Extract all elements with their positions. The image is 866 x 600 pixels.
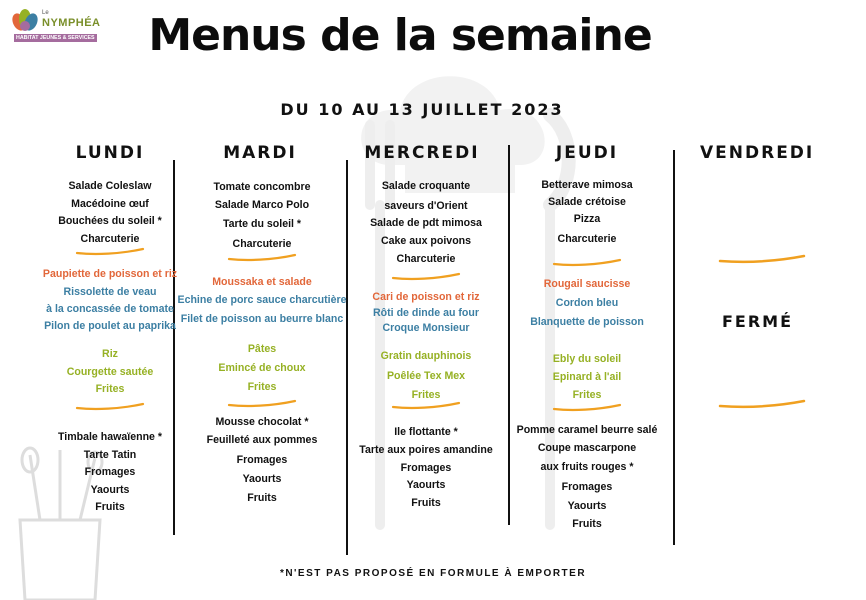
swoosh-divider-icon	[552, 402, 622, 412]
menu-item: Croque Monsieur	[382, 322, 470, 334]
menu-item: Paupiette de poisson et riz	[42, 268, 178, 280]
day-header-lundi: LUNDI	[75, 143, 145, 163]
menu-item: Tomate concombre	[213, 181, 311, 193]
menu-item: Blanquette de poisson	[530, 316, 644, 328]
menu-item: Macédoine œuf	[71, 198, 149, 210]
menu-column-mercredi	[336, 0, 516, 600]
menu-item: Poêlée Tex Mex	[386, 370, 466, 382]
menu-item: Fromages	[236, 454, 288, 466]
menu-item: Pâtes	[247, 343, 277, 355]
swoosh-divider-icon	[391, 400, 461, 410]
menu-item: Charcuterie	[232, 238, 292, 250]
swoosh-divider-icon	[718, 398, 808, 410]
swoosh-divider-icon	[718, 253, 808, 265]
menu-item: Pizza	[573, 213, 601, 225]
menu-item: Yaourts	[90, 484, 130, 496]
closed-label: FERMÉ	[722, 312, 794, 331]
menu-item: Frites	[411, 389, 441, 401]
menu-item: Pilon de poulet au paprika	[44, 320, 176, 332]
swoosh-divider-icon	[391, 271, 461, 281]
menu-item: Timbale hawaïenne *	[57, 431, 162, 443]
menu-item: Moussaka et salade	[212, 276, 312, 288]
menu-item: à la concassée de tomate	[46, 303, 174, 315]
page-title: Menus de la semaine	[148, 10, 652, 61]
menu-item: Rôti de dinde au four	[373, 307, 479, 319]
menu-item: Fruits	[411, 497, 441, 509]
menu-item: Fruits	[572, 518, 602, 530]
menu-item: Frites	[247, 381, 277, 393]
menu-item: Charcuterie	[80, 233, 140, 245]
date-range: DU 10 AU 13 JUILLET 2023	[280, 100, 564, 119]
day-header-jeudi: JEUDI	[555, 143, 619, 163]
menu-item: Ile flottante *	[394, 426, 458, 438]
menu-item: Courgette sautée	[66, 366, 154, 378]
menu-item: Frites	[572, 389, 602, 401]
menu-item: Charcuterie	[396, 253, 456, 265]
menu-item: Cari de poisson et riz	[372, 291, 480, 303]
menu-item: Cordon bleu	[555, 297, 619, 309]
footnote: *N'EST PAS PROPOSÉ EN FORMULE À EMPORTER	[279, 568, 587, 579]
menu-item: Rissolette de veau	[63, 286, 157, 298]
swoosh-divider-icon	[552, 257, 622, 267]
menu-item: Fromages	[84, 466, 136, 478]
menu-item: Salade Coleslaw	[68, 180, 152, 192]
menu-item: Yaourts	[406, 479, 446, 491]
menu-item: Coupe mascarpone	[537, 442, 637, 454]
swoosh-divider-icon	[75, 401, 145, 411]
menu-item: Pomme caramel beurre salé	[516, 424, 658, 436]
menu-item: Fruits	[247, 492, 277, 504]
menu-item: Salade crétoise	[548, 196, 626, 208]
menu-item: Rougail saucisse	[543, 278, 631, 290]
menu-item: Epinard à l'ail	[552, 371, 622, 383]
menu-item: Fruits	[95, 501, 125, 513]
menu-item: Fromages	[561, 481, 613, 493]
menu-item: Gratin dauphinois	[380, 350, 472, 362]
swoosh-divider-icon	[227, 398, 297, 408]
day-header-mardi: MARDI	[223, 143, 297, 163]
menu-item: Cake aux poivons	[380, 235, 472, 247]
menu-item: Filet de poisson au beurre blanc	[180, 313, 344, 325]
logo-tagline: HABITAT JEUNES & SERVICES	[16, 35, 95, 41]
menu-item: Salade croquante	[381, 180, 471, 192]
menu-column-mardi	[171, 0, 353, 600]
menu-item: Tarte aux poires amandine	[359, 444, 493, 456]
menu-column-jeudi	[497, 0, 677, 600]
menu-item: Tarte du soleil *	[222, 218, 302, 230]
menu-item: Salade de pdt mimosa	[370, 217, 482, 229]
menu-item: Yaourts	[567, 500, 607, 512]
menu-item: Echine de porc sauce charcutière	[177, 294, 347, 306]
day-header-vendredi: VENDREDI	[700, 143, 815, 163]
menu-item: Bouchées du soleil *	[58, 215, 162, 227]
menu-item: aux fruits rouges *	[540, 461, 634, 473]
menu-item: Emincé de choux	[218, 362, 306, 374]
menu-item: Fromages	[400, 462, 452, 474]
menu-item: Tarte Tatin	[83, 449, 137, 461]
menu-item: Feuilleté aux pommes	[206, 434, 318, 446]
menu-item: Riz	[102, 348, 118, 360]
menu-item: saveurs d'Orient	[384, 200, 468, 212]
menu-item: Mousse chocolat *	[215, 416, 309, 428]
menu-item: Salade Marco Polo	[214, 199, 310, 211]
day-header-mercredi: MERCREDI	[364, 143, 480, 163]
swoosh-divider-icon	[75, 246, 145, 256]
menu-item: Betterave mimosa	[541, 179, 633, 191]
menu-item: Frites	[95, 383, 125, 395]
menu-item: Charcuterie	[557, 233, 617, 245]
logo-prefix: Le	[42, 10, 49, 16]
swoosh-divider-icon	[227, 252, 297, 262]
menu-item: Ebly du soleil	[552, 353, 622, 365]
menu-item: Yaourts	[242, 473, 282, 485]
logo-name: NYMPHÉA	[42, 17, 101, 29]
